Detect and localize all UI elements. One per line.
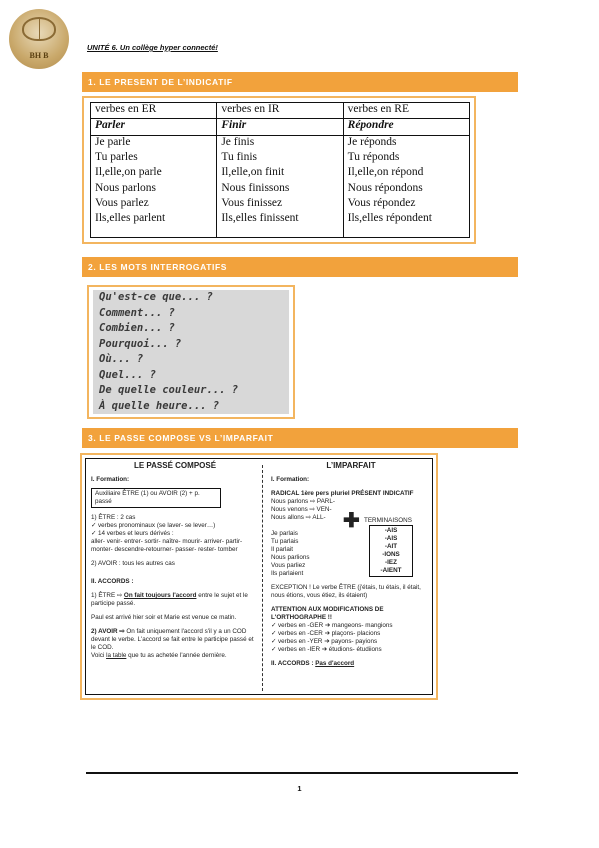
text-span: On fait toujours l'accord	[123, 592, 197, 599]
imp-mod: ✓ verbes en -GER ➔ mangeons- mangions	[271, 622, 393, 629]
pc-imparfait-frame	[80, 453, 438, 700]
list-item: Quel... ?	[99, 368, 156, 381]
passe-compose-column	[91, 459, 259, 660]
table-cell: Nous finissons	[217, 182, 343, 197]
pc-example-avoir	[91, 652, 259, 660]
text-span: Pas d'accord	[315, 660, 355, 667]
table-cell: Vous répondez	[343, 197, 469, 212]
pc-etre-cases: 1) ÊTRE : 2 cas	[91, 514, 136, 521]
pc-example-etre: Paul est arrivé hier soir et Marie est venue ce matin.	[91, 614, 237, 621]
imp-stem: Nous venons ⇨ VEN-	[271, 506, 332, 513]
header-er: verbes en ER	[91, 103, 217, 119]
text-span: 2) AVOIR ⇨	[91, 628, 127, 635]
infinitive-finir: Finir	[217, 119, 343, 135]
pc-imparfait-panel	[85, 458, 433, 695]
imp-mod: ✓ verbes en -CER ➔ plaçons- placions	[271, 630, 381, 637]
pc-avoir-cases: 2) AVOIR : tous les autres cas	[91, 560, 175, 567]
ending: -IEZ	[385, 559, 397, 566]
imp-stem: Nous allons ⇨ ALL-	[271, 514, 326, 521]
table-cell: Ils,elles finissent	[217, 212, 343, 237]
pc-accord-etre	[91, 592, 259, 608]
page-number: 1	[297, 784, 302, 793]
table-cell: Je finis	[217, 135, 343, 151]
text-span: entre le sujet et le participe passé.	[91, 592, 248, 607]
pc-auxiliary-box: Auxiliaire ÊTRE (1) ou AVOIR (2) + p. passé	[91, 488, 221, 508]
list-item: Qu'est-ce que... ?	[99, 291, 213, 303]
imp-formation-heading: I. Formation:	[271, 476, 310, 483]
imp-conj: Ils parlaient	[271, 570, 304, 577]
imp-conj: Il parlait	[271, 546, 294, 553]
list-item: À quelle heure... ?	[99, 399, 220, 412]
pc-accords-heading: II. ACCORDS :	[91, 578, 134, 585]
conjugation-table	[90, 102, 470, 238]
school-logo	[9, 9, 69, 69]
text-span: la table	[106, 652, 127, 659]
table-cell: Il,elle,on parle	[91, 166, 217, 181]
ending: -AIT	[384, 543, 398, 550]
section-header-interrogatifs: 2. LES MOTS INTERROGATIFS	[82, 257, 518, 277]
column-divider	[262, 465, 263, 691]
table-cell: Je réponds	[343, 135, 469, 151]
table-cell: Il,elle,on finit	[217, 166, 343, 181]
imp-conj: Tu parlais	[271, 538, 299, 545]
footer-divider	[86, 772, 518, 774]
table-cell: Tu réponds	[343, 151, 469, 166]
text-span: Voici	[91, 652, 107, 659]
ending: -IONS	[382, 551, 400, 558]
ending: -AIS	[384, 535, 398, 542]
pc-14-verbs: ✓ 14 verbes et leurs dérivés :	[91, 530, 174, 537]
list-item: De quelle couleur... ?	[99, 384, 239, 396]
interrogatifs-frame	[87, 285, 295, 419]
list-item: Combien... ?	[99, 322, 175, 334]
brain-icon	[22, 17, 56, 41]
list-item: Pourquoi... ?	[99, 337, 182, 350]
table-cell: Vous finissez	[217, 197, 343, 212]
imp-mod: ✓ verbes en -YER ➔ payons- payions	[271, 638, 378, 645]
pc-accord-avoir	[91, 628, 259, 652]
table-cell: Tu finis	[217, 151, 343, 166]
text-span: On fait uniquement l'accord s'il y a un COD devant le verbe. L'accord se fait entre le participe passé et le COD.	[91, 628, 254, 651]
unit-title: UNITÉ 6. Un collège hyper connecté!	[87, 43, 218, 52]
table-cell: Il,elle,on répond	[343, 166, 469, 181]
infinitive-repondre: Répondre	[343, 119, 469, 135]
imp-conj: Je parlais	[271, 530, 298, 537]
ending: -AIS	[384, 527, 398, 534]
table-cell: Vous parlez	[91, 197, 217, 212]
pc-pronominaux: ✓ verbes pronominaux (se laver- se lever…)	[91, 522, 216, 529]
imp-conj: Nous parlions	[271, 554, 310, 561]
table-cell: Ils,elles répondent	[343, 212, 469, 237]
interrogatifs-list	[93, 290, 289, 414]
table-cell: Nous parlons	[91, 182, 217, 197]
section-header-pc-imparfait: 3. LE PASSE COMPOSE VS L’IMPARFAIT	[82, 428, 518, 448]
infinitive-parler: Parler	[91, 119, 217, 135]
text-span: II. ACCORDS :	[271, 660, 316, 667]
imp-accords	[271, 660, 431, 668]
imp-mod: ✓ verbes en -IER ➔ étudions- étudiions	[271, 646, 382, 653]
logo-text: BH B	[29, 51, 49, 60]
imp-terminaisons-box	[369, 525, 413, 577]
text-span: que tu as achetée l'année dernière.	[126, 652, 227, 659]
table-cell: Ils,elles parlent	[91, 212, 217, 237]
imp-stem: Nous parlons ⇨ PARL-	[271, 498, 335, 505]
imp-title: L’IMPARFAIT	[326, 461, 376, 470]
pc-title: LE PASSÉ COMPOSÉ	[133, 461, 217, 470]
table-cell: Nous répondons	[343, 182, 469, 197]
imp-exception: EXCEPTION ! Le verbe ÊTRE (j'étais, tu étais, il était, nous étions, vous étiez, ils étaient)	[271, 584, 421, 599]
table-cell: Tu parles	[91, 151, 217, 166]
imparfait-column	[271, 459, 431, 668]
table-cell: Je parle	[91, 135, 217, 151]
header-ir: verbes en IR	[217, 103, 343, 119]
pc-formation-heading: I. Formation:	[91, 476, 130, 483]
list-item: Où... ?	[99, 353, 144, 365]
imp-attention: ATTENTION AUX MODIFICATIONS DE L'ORTHOGRAPHE !!	[271, 606, 384, 621]
imp-conj: Vous parliez	[271, 562, 306, 569]
plus-icon: ✚	[343, 510, 360, 532]
list-item: Comment... ?	[99, 306, 175, 319]
header-re: verbes en RE	[343, 103, 469, 119]
ending: -AIENT	[380, 567, 402, 574]
imp-terminaisons-label: TERMINAISONS	[364, 517, 412, 524]
pc-verbs-list: aller- venir- entrer- sortir- naître- mourir- arriver- partir- monter- descendre-retourner- passer- rester- tomber	[91, 538, 243, 553]
imp-radical: RADICAL 1ère pers pluriel PRÉSENT INDICATIF	[271, 490, 414, 497]
text-span: 1) ÊTRE ⇨	[91, 592, 124, 599]
conjugation-table-frame	[82, 96, 476, 244]
section-header-present: 1. LE PRESENT DE L’INDICATIF	[82, 72, 518, 92]
